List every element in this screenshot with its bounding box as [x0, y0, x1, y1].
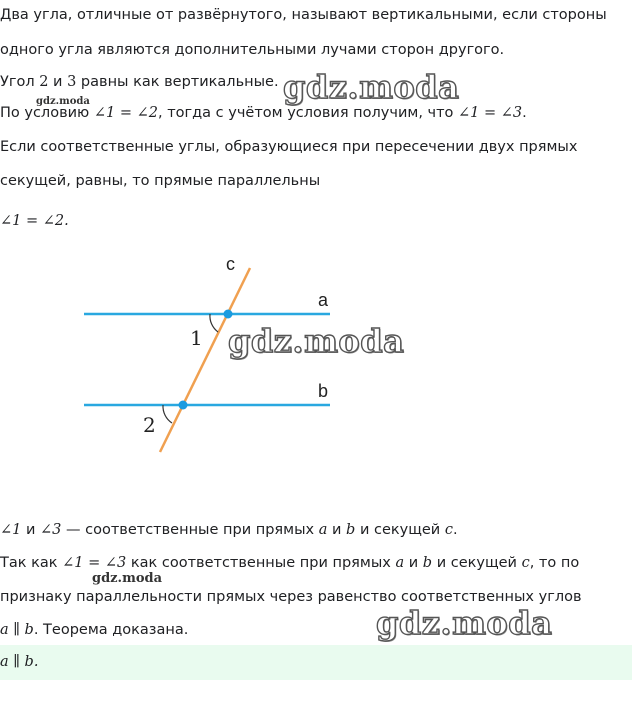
- watermark-small: gdz.moda: [36, 96, 90, 107]
- watermark-logo: gdz.moda: [283, 68, 460, 106]
- answer-text: a ∥ b.: [0, 654, 39, 670]
- angle-2-arc: [163, 405, 172, 423]
- paragraph-definition-line1: Два угла, отличные от развёрнутого, называют вертикальными, если стороны: [0, 7, 607, 23]
- label-c: c: [226, 254, 235, 274]
- conclusion-line3: a ∥ b. Теорема доказана.: [0, 622, 189, 638]
- theorem-text-line1: Если соответственные углы, образующиеся при пересечении двух прямых: [0, 139, 578, 155]
- angle-1-arc: [210, 314, 218, 332]
- paragraph-definition-line2: одного угла являются дополнительными лучами сторон другого.: [0, 42, 505, 58]
- corresponding-angles-statement: ∠1 и ∠3 — соответственные при прямых a и b и секущей c.: [0, 522, 458, 538]
- theorem-text-line2: секущей, равны, то прямые параллельны: [0, 173, 321, 189]
- label-a: a: [318, 290, 329, 310]
- condition-statement: По условию ∠1 = ∠2, тогда с учётом условия получим, что ∠1 = ∠3.: [0, 105, 527, 121]
- conclusion-line1: Так как ∠1 = ∠3 как соответственные при прямых a и b и секущей c, то по: [0, 555, 580, 571]
- answer-box: [0, 645, 632, 680]
- label-b: b: [318, 381, 329, 401]
- equation-angles: ∠1 = ∠2.: [0, 213, 69, 229]
- conclusion-line2: признаку параллельности прямых через равенство соответственных углов: [0, 589, 582, 605]
- watermark-logo: gdz.moda: [376, 604, 553, 642]
- label-angle-2: 2: [143, 413, 156, 437]
- vertical-angles-statement: Угол 2 и 3 равны как вертикальные.: [0, 74, 279, 90]
- line-c: [160, 268, 250, 452]
- watermark-small: gdz.moda: [92, 571, 163, 586]
- intersection-point-b: [179, 401, 188, 410]
- watermark-logo: gdz.moda: [228, 322, 405, 360]
- label-angle-1: 1: [190, 326, 203, 350]
- intersection-point-a: [224, 310, 233, 319]
